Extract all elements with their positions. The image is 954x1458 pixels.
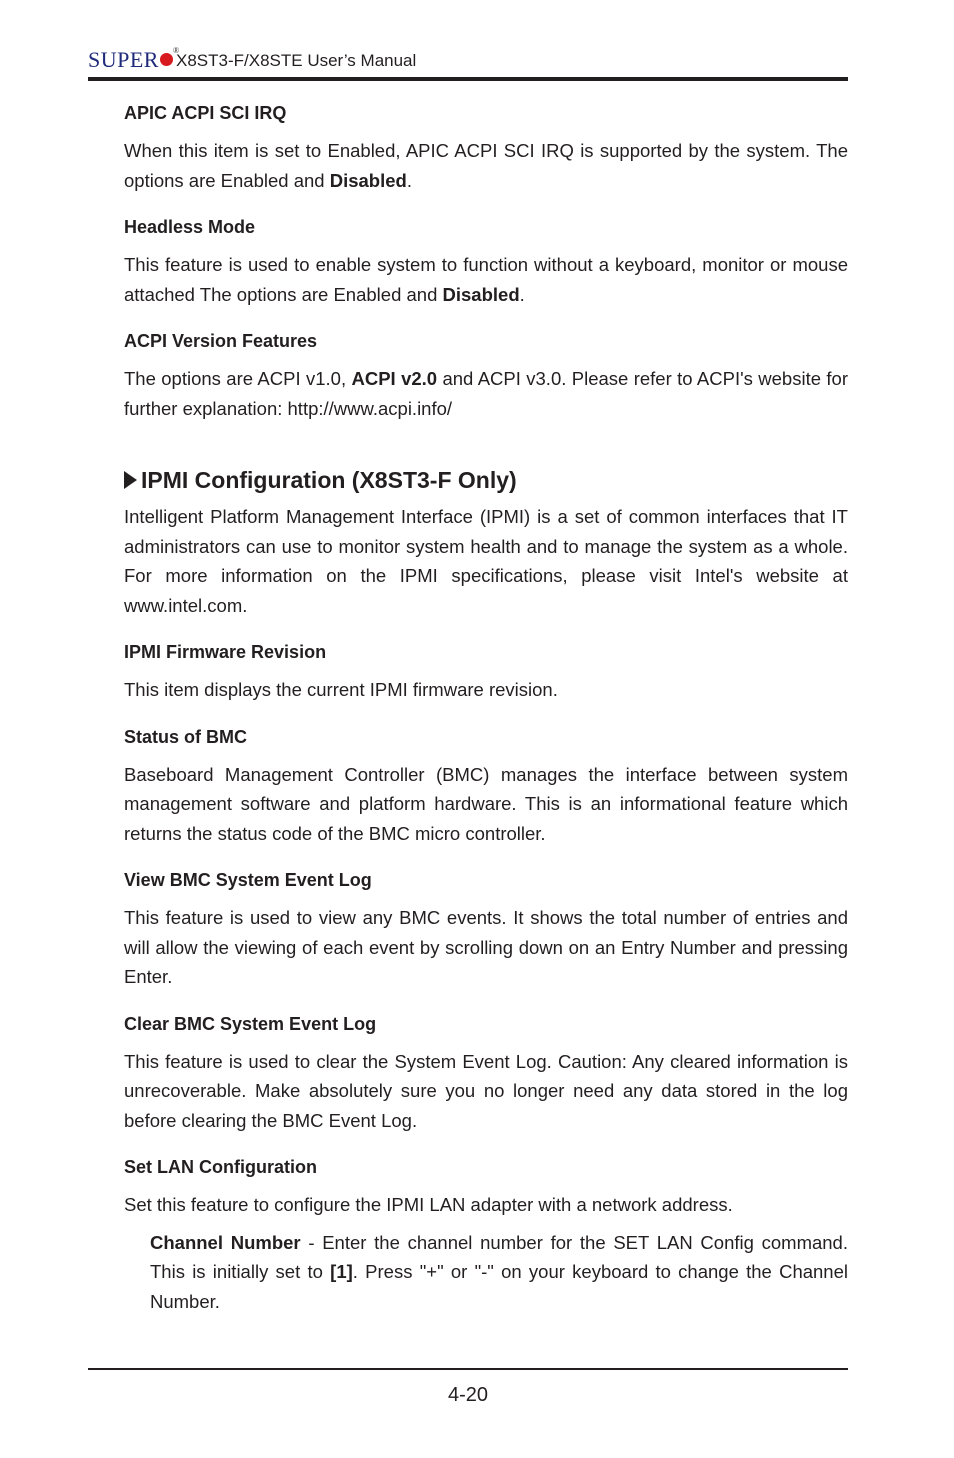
logo-dot-icon	[160, 53, 173, 66]
paragraph-headless	[124, 250, 848, 309]
heading-apic-acpi-sci-irq: APIC ACPI SCI IRQ	[124, 103, 287, 123]
page-body	[124, 100, 848, 1316]
section-title-text: IPMI Configuration (X8ST3-F Only)	[141, 467, 517, 493]
bold-text: Disabled	[442, 283, 520, 305]
paragraph-clear-log: This feature is used to clear the System Event Log. Caution: Any cleared information is unrecoverable. Make absolutely sure you no longer need any data stored in the log before clearing the BMC Event Log.	[124, 1050, 848, 1131]
text: and ACPI v3.0. Please refer to ACPI's website for further explanation: http://www.acpi.info/	[124, 368, 848, 419]
registered-mark-icon: ®	[172, 46, 180, 55]
manual-title: X8ST3-F/X8STE User’s Manual	[176, 51, 417, 70]
text: - Enter the channel number for the SET LAN Config command. This is initially set to	[150, 1231, 848, 1282]
heading-lan-config: Set LAN Configuration	[124, 1157, 317, 1177]
paragraph-view-log: This feature is used to view any BMC events. It shows the total number of entries and will allow the viewing of each event by scrolling down on an Entry Number and pressing Enter.	[124, 907, 848, 987]
text: When this item is set to Enabled, APIC ACPI SCI IRQ is supported by the system. The options are Enabled and	[124, 140, 848, 191]
footer-divider	[88, 1368, 848, 1370]
logo-text: SUPER	[88, 47, 159, 72]
text: .	[519, 283, 525, 305]
page-header	[88, 46, 848, 76]
bold-text: Channel Number	[150, 1231, 301, 1253]
supermicro-logo	[88, 46, 180, 73]
bold-text: Disabled	[329, 169, 407, 191]
heading-ipmi-firmware: IPMI Firmware Revision	[124, 642, 327, 662]
text: The options are ACPI v1.0,	[124, 368, 352, 389]
paragraph-firmware: This item displays the current IPMI firmware revision.	[124, 679, 558, 700]
header-divider	[88, 77, 848, 81]
paragraph-apic	[124, 136, 848, 195]
paragraph-channel-number	[150, 1228, 848, 1317]
text: .	[406, 169, 412, 191]
text: This feature is used to enable system to function without a keyboard, monitor or mouse attached The options are Enabled and	[124, 254, 848, 305]
page-number: 4-20	[447, 1384, 489, 1406]
paragraph-acpi-version	[124, 364, 848, 423]
heading-status-bmc: Status of BMC	[124, 726, 247, 747]
heading-acpi-version: ACPI Version Features	[124, 331, 318, 351]
bold-text: ACPI v2.0	[351, 368, 438, 389]
paragraph-lan-config: Set this feature to configure the IPMI LAN adapter with a network address.	[124, 1194, 733, 1215]
heading-headless-mode: Headless Mode	[124, 217, 256, 237]
triangle-right-icon	[124, 471, 137, 489]
section-title-ipmi	[124, 465, 848, 495]
heading-view-log: View BMC System Event Log	[124, 870, 372, 890]
bold-text: [1]	[330, 1261, 353, 1282]
paragraph-ipmi: Intelligent Platform Management Interface (IPMI) is a set of common interfaces that IT administrators can use to monitor system health and to manage the system as a whole. For more information on the IPMI specifications, please visit Intel's website at www.intel.com.	[124, 506, 848, 616]
text: . Press "+" or "-" on your keyboard to change the Channel Number.	[150, 1261, 848, 1312]
paragraph-status-bmc: Baseboard Management Controller (BMC) manages the interface between system management software and platform hardware. This is an informational feature which returns the status code of the BMC micro controller.	[124, 763, 848, 844]
heading-clear-log: Clear BMC System Event Log	[124, 1013, 377, 1034]
